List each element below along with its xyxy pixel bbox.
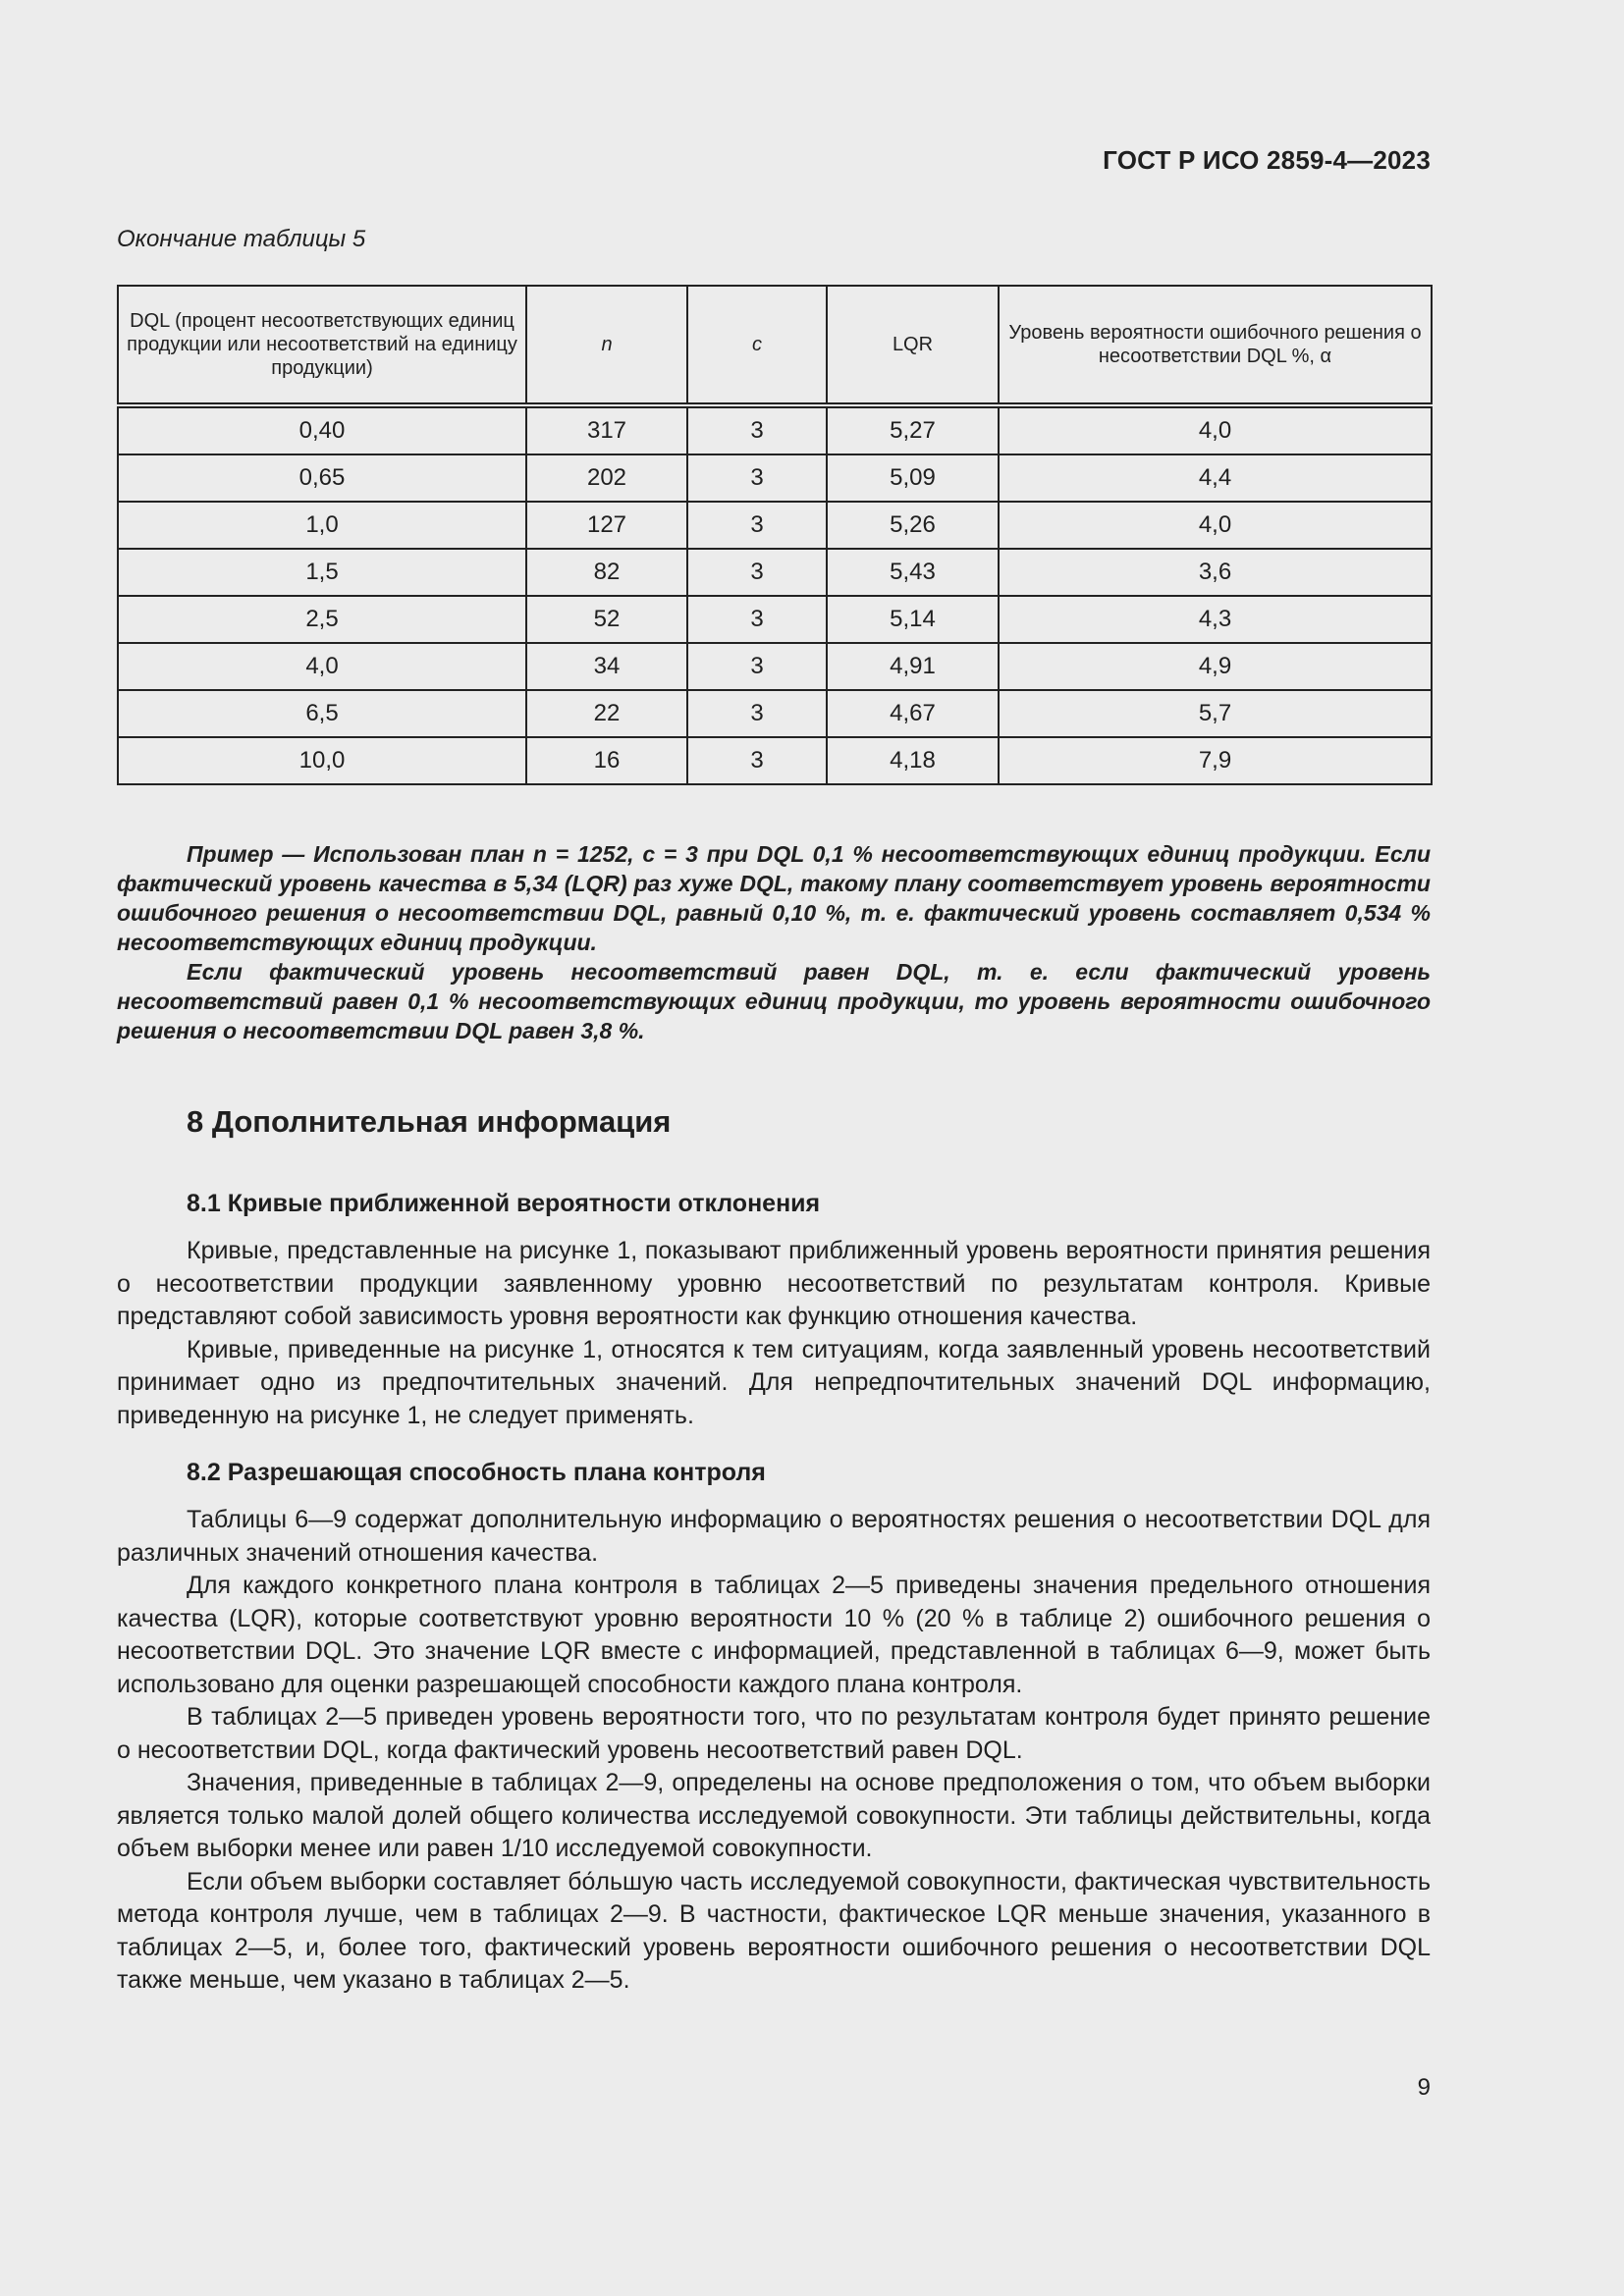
cell-lqr: 4,67 xyxy=(827,690,999,737)
table-header-row xyxy=(118,286,1432,405)
cell-dql: 0,65 xyxy=(118,454,526,502)
cell-dql: 10,0 xyxy=(118,737,526,784)
table-row xyxy=(118,454,1432,502)
cell-probability: 5,7 xyxy=(999,690,1432,737)
cell-n: 317 xyxy=(526,405,687,454)
cell-c: 3 xyxy=(687,405,827,454)
body-paragraph: Кривые, представленные на рисунке 1, показывают приближенный уровень вероятности принятия решения о несоответствии продукции заявленному уровню несоответствий по результатам контроля. Кривые представляют собой зависимость уровня вероятности как функцию отношения качества. xyxy=(117,1237,1431,1330)
column-header-n: n xyxy=(526,286,687,405)
column-header-probability: Уровень вероятности ошибочного решения о несоответствии DQL %, α xyxy=(999,286,1432,405)
cell-probability: 4,9 xyxy=(999,643,1432,690)
section-heading: 8 Дополнительная информация xyxy=(187,1104,672,1139)
cell-n: 127 xyxy=(526,502,687,549)
cell-c: 3 xyxy=(687,549,827,596)
cell-dql: 4,0 xyxy=(118,643,526,690)
subsection-body xyxy=(117,1235,1431,1432)
body-paragraph: В таблицах 2—5 приведен уровень вероятности того, что по результатам контроля будет принято решение о несоответствии DQL, когда фактический уровень несоответствий равен DQL. xyxy=(117,1703,1431,1764)
example-paragraph: Пример — Использован план n = 1252, c = 3 при DQL 0,1 % несоответствующих единиц продукции. Если фактический уровень качества в 5,34 (LQR) раз хуже DQL, такому плану соответствует уровень вероятности ошибочного решения о несоответствии DQL, равный 0,10 %, т. е. фактический уровень составляет 0,534 % несоответствующих единиц продукции. xyxy=(117,841,1431,955)
cell-n: 52 xyxy=(526,596,687,643)
cell-dql: 2,5 xyxy=(118,596,526,643)
body-paragraph: Значения, приведенные в таблицах 2—9, определены на основе предположения о том, что объем выборки является только малой долей общего количества исследуемой совокупности. Эти таблицы действительны, когда объем выборки менее или равен 1/10 исследуемой совокупности. xyxy=(117,1769,1431,1862)
body-paragraph: Кривые, приведенные на рисунке 1, относятся к тем ситуациям, когда заявленный уровень несоответствий принимает одно из предпочтительных значений. Для непредпочтительных значений DQL информацию, приведенную на рисунке 1, не следует применять. xyxy=(117,1335,1431,1429)
cell-n: 16 xyxy=(526,737,687,784)
cell-dql: 0,40 xyxy=(118,405,526,454)
cell-lqr: 5,43 xyxy=(827,549,999,596)
cell-dql: 1,0 xyxy=(118,502,526,549)
page-number: 9 xyxy=(1417,2074,1431,2101)
cell-n: 22 xyxy=(526,690,687,737)
subsection-body xyxy=(117,1504,1431,1998)
cell-lqr: 5,27 xyxy=(827,405,999,454)
cell-probability: 4,3 xyxy=(999,596,1432,643)
cell-c: 3 xyxy=(687,690,827,737)
cell-n: 82 xyxy=(526,549,687,596)
body-paragraph: Если объем выборки составляет бо́льшую часть исследуемой совокупности, фактическая чувствительность метода контроля лучше, чем в таблицах 2—9. В частности, фактическое LQR меньше значения, указанного в таблицах 2—5, и, более того, фактический уровень вероятности ошибочного решения о несоответствии DQL также меньше, чем указано в таблицах 2—5. xyxy=(117,1867,1431,1994)
column-header-dql: DQL (процент несоответствующих единиц продукции или несоответствий на единицу продукции) xyxy=(118,286,526,405)
example-paragraph: Если фактический уровень несоответствий равен DQL, т. е. если фактический уровень несоответствий равен 0,1 % несоответствующих единиц продукции, то уровень вероятности ошибочного решения о несоответствии DQL равен 3,8 %. xyxy=(117,959,1431,1043)
data-table xyxy=(117,285,1433,785)
cell-lqr: 4,18 xyxy=(827,737,999,784)
cell-dql: 6,5 xyxy=(118,690,526,737)
table-row xyxy=(118,549,1432,596)
body-paragraph: Для каждого конкретного плана контроля в таблицах 2—5 приведены значения предельного отношения качества (LQR), которые соответствуют уровню вероятности 10 % (20 % в таблице 2) ошибочного решения о несоответствии DQL. Это значение LQR вместе с информацией, представленной в таблицах 6—9, может быть использовано для оценки разрешающей способности каждого плана контроля. xyxy=(117,1572,1431,1698)
cell-lqr: 5,14 xyxy=(827,596,999,643)
body-paragraph: Таблицы 6—9 содержат дополнительную информацию о вероятностях решения о несоответствии DQL для различных значений отношения качества. xyxy=(117,1506,1431,1567)
cell-c: 3 xyxy=(687,737,827,784)
cell-probability: 4,0 xyxy=(999,502,1432,549)
cell-probability: 7,9 xyxy=(999,737,1432,784)
cell-c: 3 xyxy=(687,502,827,549)
cell-c: 3 xyxy=(687,596,827,643)
cell-lqr: 5,09 xyxy=(827,454,999,502)
table-caption: Окончание таблицы 5 xyxy=(117,226,366,252)
subsection-heading: 8.2 Разрешающая способность плана контроля xyxy=(187,1459,766,1486)
cell-probability: 4,4 xyxy=(999,454,1432,502)
table-row xyxy=(118,502,1432,549)
cell-n: 34 xyxy=(526,643,687,690)
column-header-c: c xyxy=(687,286,827,405)
document-code: ГОСТ Р ИСО 2859-4—2023 xyxy=(1103,145,1431,175)
cell-lqr: 4,91 xyxy=(827,643,999,690)
table-row xyxy=(118,643,1432,690)
cell-n: 202 xyxy=(526,454,687,502)
subsection-heading: 8.1 Кривые приближенной вероятности отклонения xyxy=(187,1190,821,1217)
cell-probability: 4,0 xyxy=(999,405,1432,454)
cell-dql: 1,5 xyxy=(118,549,526,596)
example-block xyxy=(117,839,1431,1045)
table-row xyxy=(118,405,1432,454)
column-header-lqr: LQR xyxy=(827,286,999,405)
cell-c: 3 xyxy=(687,643,827,690)
table-row xyxy=(118,737,1432,784)
table-row xyxy=(118,596,1432,643)
cell-lqr: 5,26 xyxy=(827,502,999,549)
table-row xyxy=(118,690,1432,737)
cell-c: 3 xyxy=(687,454,827,502)
cell-probability: 3,6 xyxy=(999,549,1432,596)
